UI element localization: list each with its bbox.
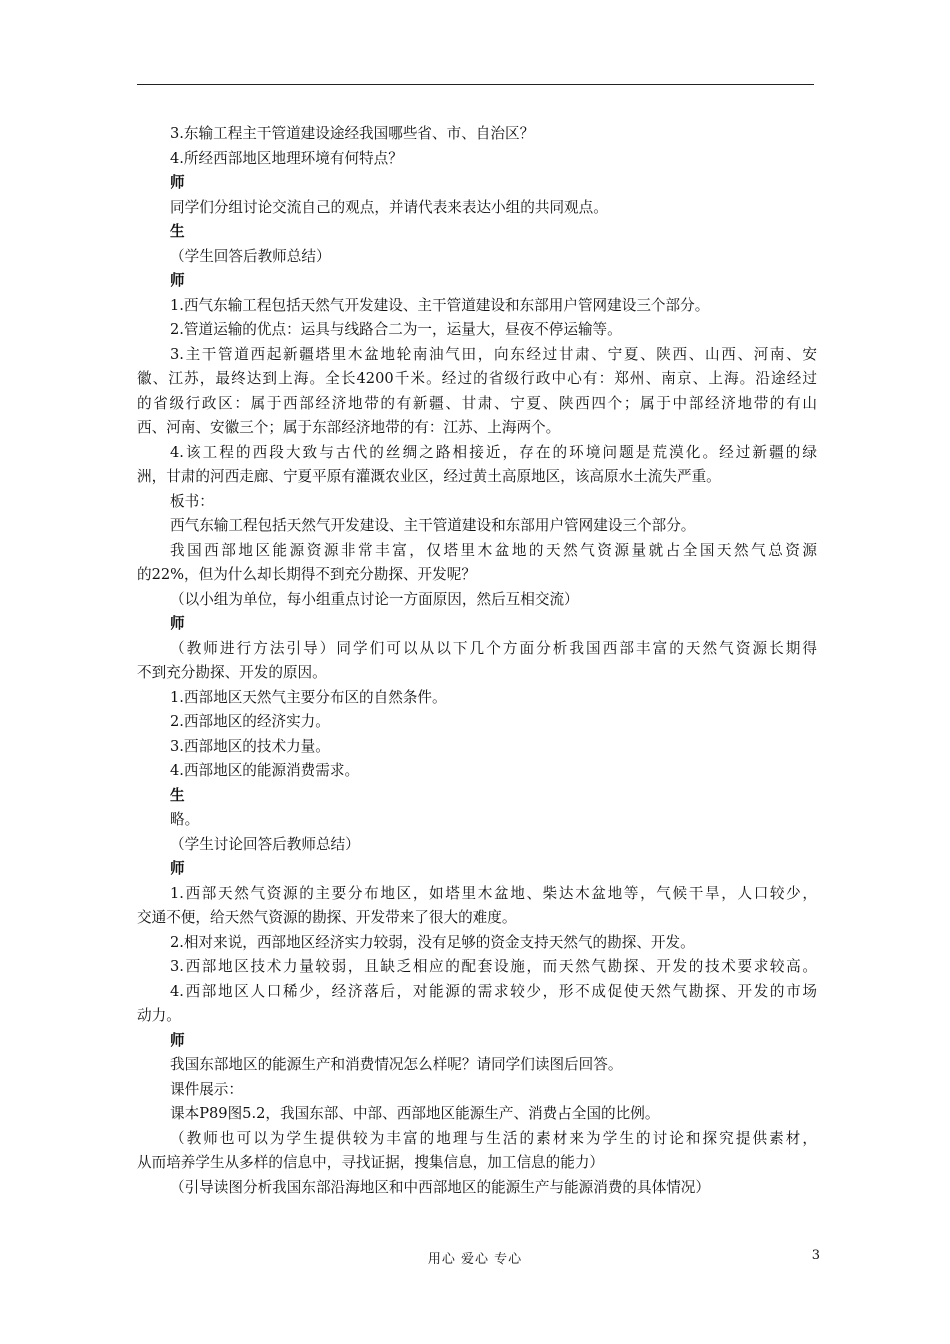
text-line: 不到充分勘探、开发的原因。 [137, 664, 327, 681]
text-line: （以小组为单位，每小组重点讨论一方面原因，然后互相交流） [170, 590, 579, 608]
text-line: 略。 [170, 811, 200, 828]
text-line: 2.西部地区的经济实力。 [170, 713, 330, 730]
text-line: 课件展示： [170, 1080, 243, 1098]
page-number: 3 [811, 1248, 820, 1263]
document-body [137, 122, 817, 1200]
text-line: 的22%，但为什么却长期得不到充分勘探、开发呢？ [137, 566, 476, 583]
speaker-label: 生 [170, 786, 185, 804]
text-line: 2.相对来说，西部地区经济实力较弱，没有足够的资金支持天然气的勘探、开发。 [170, 933, 695, 951]
text-line: 4.西部地区人口稀少，经济落后，对能源的需求较少，形不成促使天然气勘探、开发的市场 [170, 982, 817, 1000]
speaker-label: 师 [170, 1031, 185, 1049]
text-line: 的省级行政区：属于西部经济地带的有新疆、甘肃、宁夏、陕西四个；属于中部经济地带的有山 [137, 394, 817, 412]
text-line: （学生回答后教师总结） [170, 247, 331, 265]
text-line: 我国东部地区的能源生产和消费情况怎么样呢？请同学们读图后回答。 [170, 1056, 623, 1073]
text-line: 4.西部地区的能源消费需求。 [170, 762, 360, 779]
text-line: 2.管道运输的优点：运具与线路合二为一，运量大，昼夜不停运输等。 [170, 321, 622, 338]
text-line: 课本P89图5.2，我国东部、中部、西部地区能源生产、消费占全国的比例。 [170, 1105, 660, 1122]
text-line: 西、河南、安徽三个；属于东部经济地带的有：江苏、上海两个。 [137, 419, 561, 436]
text-line: 4.该工程的西段大致与古代的丝绸之路相接近，存在的环境问题是荒漠化。经过新疆的绿 [170, 443, 817, 461]
speaker-label: 师 [170, 174, 185, 191]
text-line: 板书： [170, 492, 214, 510]
text-line: （学生讨论回答后教师总结） [170, 835, 360, 853]
text-line: 3.西部地区技术力量较弱，且缺乏相应的配套设施，而天然气勘探、开发的技术要求较高。 [170, 958, 817, 975]
header-rule [137, 84, 814, 85]
text-line: （引导读图分析我国东部沿海地区和中西部地区的能源生产与能源消费的具体情况） [170, 1178, 710, 1196]
text-line: 交通不便，给天然气资源的勘探、开发带来了很大的难度。 [137, 909, 517, 926]
speaker-label: 师 [170, 615, 185, 632]
speaker-label: 师 [170, 272, 185, 289]
text-line: 3.西部地区的技术力量。 [170, 737, 330, 755]
speaker-label: 师 [170, 860, 185, 877]
text-line: （教师进行方法引导）同学们可以从以下几个方面分析我国西部丰富的天然气资源长期得 [170, 639, 817, 657]
footer-slogan: 用心 爱心 专心 [427, 1252, 523, 1267]
text-line: 我国西部地区能源资源非常丰富，仅塔里木盆地的天然气资源量就占全国天然气总资源 [170, 541, 817, 559]
text-line: 徽、江苏，最终达到上海。全长4200千米。经过的省级行政中心有：郑州、南京、上海。沿途经过 [137, 370, 817, 387]
text-line: 1.西气东输工程包括天然气开发建设、主干管道建设和东部用户管网建设三个部分。 [170, 296, 710, 314]
text-line: 从而培养学生从多样的信息中，寻找证据，搜集信息，加工信息的能力） [137, 1154, 605, 1171]
text-line: 同学们分组讨论交流自己的观点，并请代表来表达小组的共同观点。 [170, 198, 608, 216]
text-line: （教师也可以为学生提供较为丰富的地理与生活的素材来为学生的讨论和探究提供素材， [170, 1129, 817, 1147]
text-line: 1.西部天然气资源的主要分布地区，如塔里木盆地、柴达木盆地等，气候干旱，人口较少， [170, 884, 817, 902]
speaker-label: 生 [170, 223, 185, 240]
text-line: 1.西部地区天然气主要分布区的自然条件。 [170, 688, 447, 706]
text-line: 洲，甘肃的河西走廊、宁夏平原有灌溉农业区，经过黄土高原地区，该高原水土流失严重。 [137, 468, 721, 485]
text-line: 3.主干管道西起新疆塔里木盆地轮南油气田，向东经过甘肃、宁夏、陕西、山西、河南、安 [170, 345, 817, 363]
text-line: 动力。 [137, 1007, 181, 1024]
text-line: 3.东输工程主干管道建设途经我国哪些省、市、自治区？ [170, 125, 535, 142]
text-line: 4.所经西部地区地理环境有何特点？ [170, 149, 403, 167]
text-line: 西气东输工程包括天然气开发建设、主干管道建设和东部用户管网建设三个部分。 [170, 517, 696, 534]
